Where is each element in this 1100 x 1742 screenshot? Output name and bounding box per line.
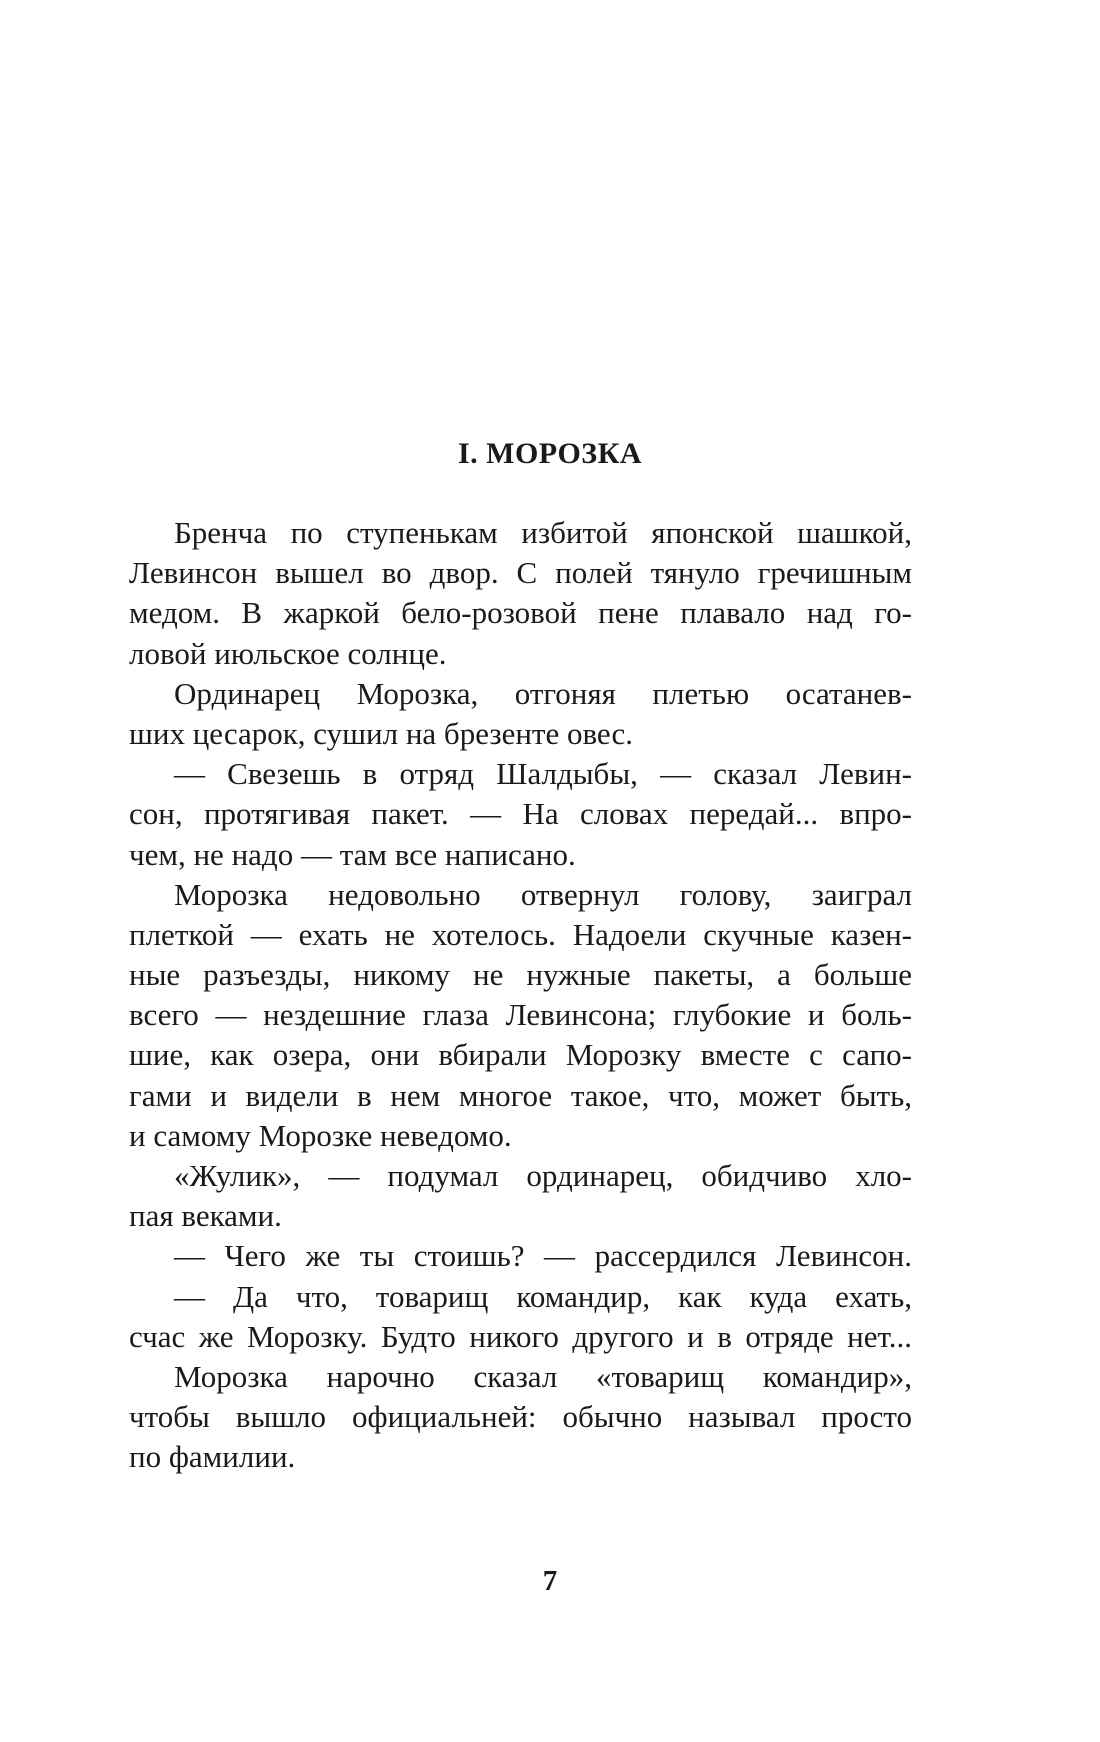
text-line: счас же Морозку. Будто никого другого и в отряде нет... xyxy=(129,1318,912,1354)
text-line: Ординарец Морозка, отгоняя плетью осатанев- xyxy=(174,675,912,711)
page-number: 7 xyxy=(542,1565,558,1597)
text-line: сон, протягивая пакет. — На словах передай... впро- xyxy=(129,796,912,832)
text-line: плеткой — ехать не хотелось. Надоели скучные казен- xyxy=(129,916,912,952)
text-line: Морозка недовольно отвернул голову, заиграл xyxy=(174,876,912,912)
text-line: всего — нездешние глаза Левинсона; глубокие и боль- xyxy=(129,997,912,1033)
text-line: медом. В жаркой бело-розовой пене плавало над го- xyxy=(129,595,912,631)
text-line: по фамилии. xyxy=(129,1439,296,1475)
text-line: Морозка нарочно сказал «товарищ командир», xyxy=(174,1358,912,1394)
text-line: «Жулик», — подумал ординарец, обидчиво хло- xyxy=(174,1158,912,1193)
text-line: чем, не надо — там все написано. xyxy=(129,836,576,872)
text-line: ные разъезды, никому не нужные пакеты, а больше xyxy=(129,957,912,993)
text-line: Бренча по ступенькам избитой японской шашкой, xyxy=(174,515,912,550)
text-line: Левинсон вышел во двор. С полей тянуло гречишным xyxy=(129,555,912,591)
text-line: чтобы вышло официальней: обычно называл просто xyxy=(129,1399,912,1435)
text-line: ших цесарок, сушил на брезенте овес. xyxy=(129,715,633,751)
text-line: ловой июльское солнце. xyxy=(129,635,447,671)
text-line: — Свезешь в отряд Шалдыбы, — сказал Левин- xyxy=(174,756,912,792)
text-line: — Чего же ты стоишь? — рассердился Левинсон. xyxy=(174,1238,912,1274)
body-text xyxy=(129,513,912,1478)
text-line: — Да что, товарищ командир, как куда ехать, xyxy=(174,1278,912,1314)
text-line: и самому Морозке неведомо. xyxy=(129,1117,512,1153)
text-line: шие, как озера, они вбирали Морозку вместе с сапо- xyxy=(129,1037,912,1073)
chapter-title: I. МОРОЗКА xyxy=(457,437,643,470)
text-line: гами и видели в нем многое такое, что, может быть, xyxy=(129,1077,912,1113)
text-line: пая веками. xyxy=(129,1198,282,1234)
